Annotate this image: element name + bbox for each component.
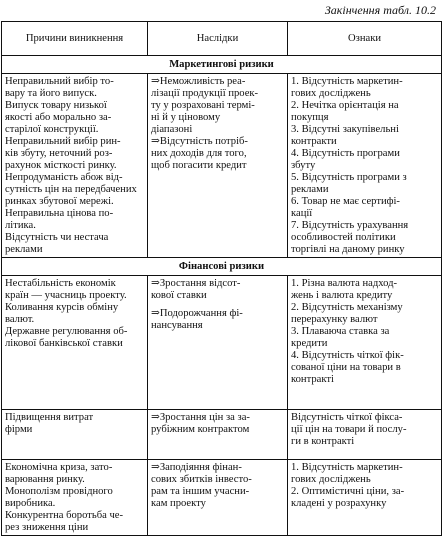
text-line: 7. Відсутність урахування — [291, 220, 409, 231]
header-causes: Причини виникнення — [2, 22, 148, 56]
text-line: перерахунку валют — [291, 314, 378, 325]
text-line: 4. Відсутність чіткої фік- — [291, 350, 404, 361]
text-line: якості або морально за- — [5, 112, 112, 123]
table-row — [2, 410, 442, 460]
text-line: контракти — [291, 136, 337, 147]
cell-causes — [2, 276, 148, 410]
text-line: Неправильний вибір то- — [5, 76, 114, 87]
text-line: Відсутність чи нестача — [5, 232, 109, 243]
header-signs: Ознаки — [288, 22, 442, 56]
text-line: Коливання курсів обміну — [5, 302, 119, 313]
text-line: збуту — [291, 160, 316, 171]
text-line: сованої ціни на товари в — [291, 362, 401, 373]
text-line: рам та іншим учасни- — [151, 486, 250, 497]
text-line: ⇒Подорожчання фі- — [151, 308, 243, 319]
text-line: щоб погасити кредит — [151, 160, 247, 171]
table-row — [2, 276, 442, 410]
text-line: сутність цін на передбачених — [5, 184, 137, 195]
text-line: Нестабільність економік — [5, 278, 116, 289]
section-title: Маркетингові ризики — [2, 56, 442, 74]
text-line: Економічна криза, зато- — [5, 462, 113, 473]
text-line: сових збитків інвесто- — [151, 474, 252, 485]
table-caption: Закінчення табл. 10.2 — [324, 3, 436, 17]
text-line: Конкурентна боротьба че- — [5, 510, 124, 521]
text-line: 3. Плаваюча ставка за — [291, 326, 390, 337]
text-line: гових досліджень — [291, 474, 371, 485]
text-line: діапазоні — [151, 124, 193, 135]
cell-consequences — [148, 460, 288, 536]
text-line: ги в контракті — [291, 436, 355, 447]
text-line: ⇒Відсутність потріб- — [151, 136, 248, 147]
text-line: Випуск товару низької — [5, 100, 107, 111]
text-line: ні й у ціновому — [151, 112, 221, 123]
text-line: рахунок місткості ринку. — [5, 160, 117, 171]
text-line: 4. Відсутність програми — [291, 148, 400, 159]
text-line: ків збуту, неточний роз- — [5, 148, 113, 159]
text-line: 3. Відсутні закупівельні — [291, 124, 399, 135]
text-line: 6. Товар не має сертифі- — [291, 196, 400, 207]
cell-causes — [2, 460, 148, 536]
text-line: лікової банківської ставки — [5, 338, 123, 349]
text-line: покупця — [291, 112, 329, 123]
cell-signs — [288, 276, 442, 410]
cell-consequences — [148, 410, 288, 460]
text-line: Монополізм провідного — [5, 486, 113, 497]
section-row-financial — [2, 258, 442, 276]
text-line: старілої конструкції. — [5, 124, 99, 135]
text-line: ⇒Зростання відсот- — [151, 278, 241, 289]
cell-causes — [2, 74, 148, 258]
text-line: контракті — [291, 374, 334, 385]
text-line: Підвищення витрат — [5, 412, 94, 423]
section-title: Фінансові ризики — [2, 258, 442, 276]
section-row-marketing — [2, 56, 442, 74]
text-line: 2. Оптимістичні ціни, за- — [291, 486, 405, 497]
text-line: Непродуманість абож від- — [5, 172, 123, 183]
text-line: нансування — [151, 320, 203, 331]
text-line: 1. Відсутність маркетин- — [291, 76, 403, 87]
header-consequences: Наслідки — [148, 22, 288, 56]
text-line: вару та його випуск. — [5, 88, 97, 99]
text-line: Неправильний вибір рин- — [5, 136, 121, 147]
text-line: ⇒Зростання цін за за- — [151, 412, 250, 423]
text-line: 2. Відсутність механізму — [291, 302, 403, 313]
text-line: жень і валюта кредиту — [291, 290, 393, 301]
text-line: варювання ринку. — [5, 474, 85, 485]
text-line: валют. — [5, 314, 35, 325]
text-line: кації — [291, 208, 313, 219]
risk-table — [1, 21, 442, 536]
text-line: Державне регулювання об- — [5, 326, 128, 337]
text-line: фірми — [5, 424, 33, 435]
cell-causes — [2, 410, 148, 460]
text-line: Відсутність чіткої фікса- — [291, 412, 403, 423]
text-line: торгівлі на даному ринку — [291, 244, 405, 255]
header-row — [2, 22, 442, 56]
text-line: 1. Відсутність маркетин- — [291, 462, 403, 473]
cell-signs — [288, 74, 442, 258]
text-line: лізації продукції проек- — [151, 88, 259, 99]
cell-consequences — [148, 276, 288, 410]
text-line: них доходів для того, — [151, 148, 247, 159]
text-line: кам проекту — [151, 498, 206, 509]
text-line: ⇒Неможливість реа- — [151, 76, 246, 87]
text-line: особливостей політики — [291, 232, 396, 243]
table-row — [2, 460, 442, 536]
text-line: рубіжним контрактом — [151, 424, 250, 435]
cell-signs — [288, 460, 442, 536]
text-line: гових досліджень — [291, 88, 371, 99]
text-line: виробника. — [5, 498, 56, 509]
text-line: рез зниження ціни — [5, 522, 89, 533]
text-line: 1. Різна валюта надход- — [291, 278, 398, 289]
text-line: 2. Нечітка орієнтація на — [291, 100, 399, 111]
cell-signs — [288, 410, 442, 460]
text-line: ту у розраховані термі- — [151, 100, 255, 111]
text-line: кредити — [291, 338, 328, 349]
table-row — [2, 74, 442, 258]
text-line: 5. Відсутність програми з — [291, 172, 407, 183]
text-line: кової ставки — [151, 290, 207, 301]
cell-consequences — [148, 74, 288, 258]
text-line: ⇒Заподіяння фінан- — [151, 462, 242, 473]
text-line: кладені у розрахунку — [291, 498, 387, 509]
text-line: літика. — [5, 220, 36, 231]
text-line: Неправильна цінова по- — [5, 208, 114, 219]
text-line: ринках збутової мережі. — [5, 196, 114, 207]
text-line: реклами — [5, 244, 43, 255]
text-line: ції цін на товари й послу- — [291, 424, 407, 435]
text-line: реклами — [291, 184, 329, 195]
text-line: країн — учасниць проекту. — [5, 290, 127, 301]
